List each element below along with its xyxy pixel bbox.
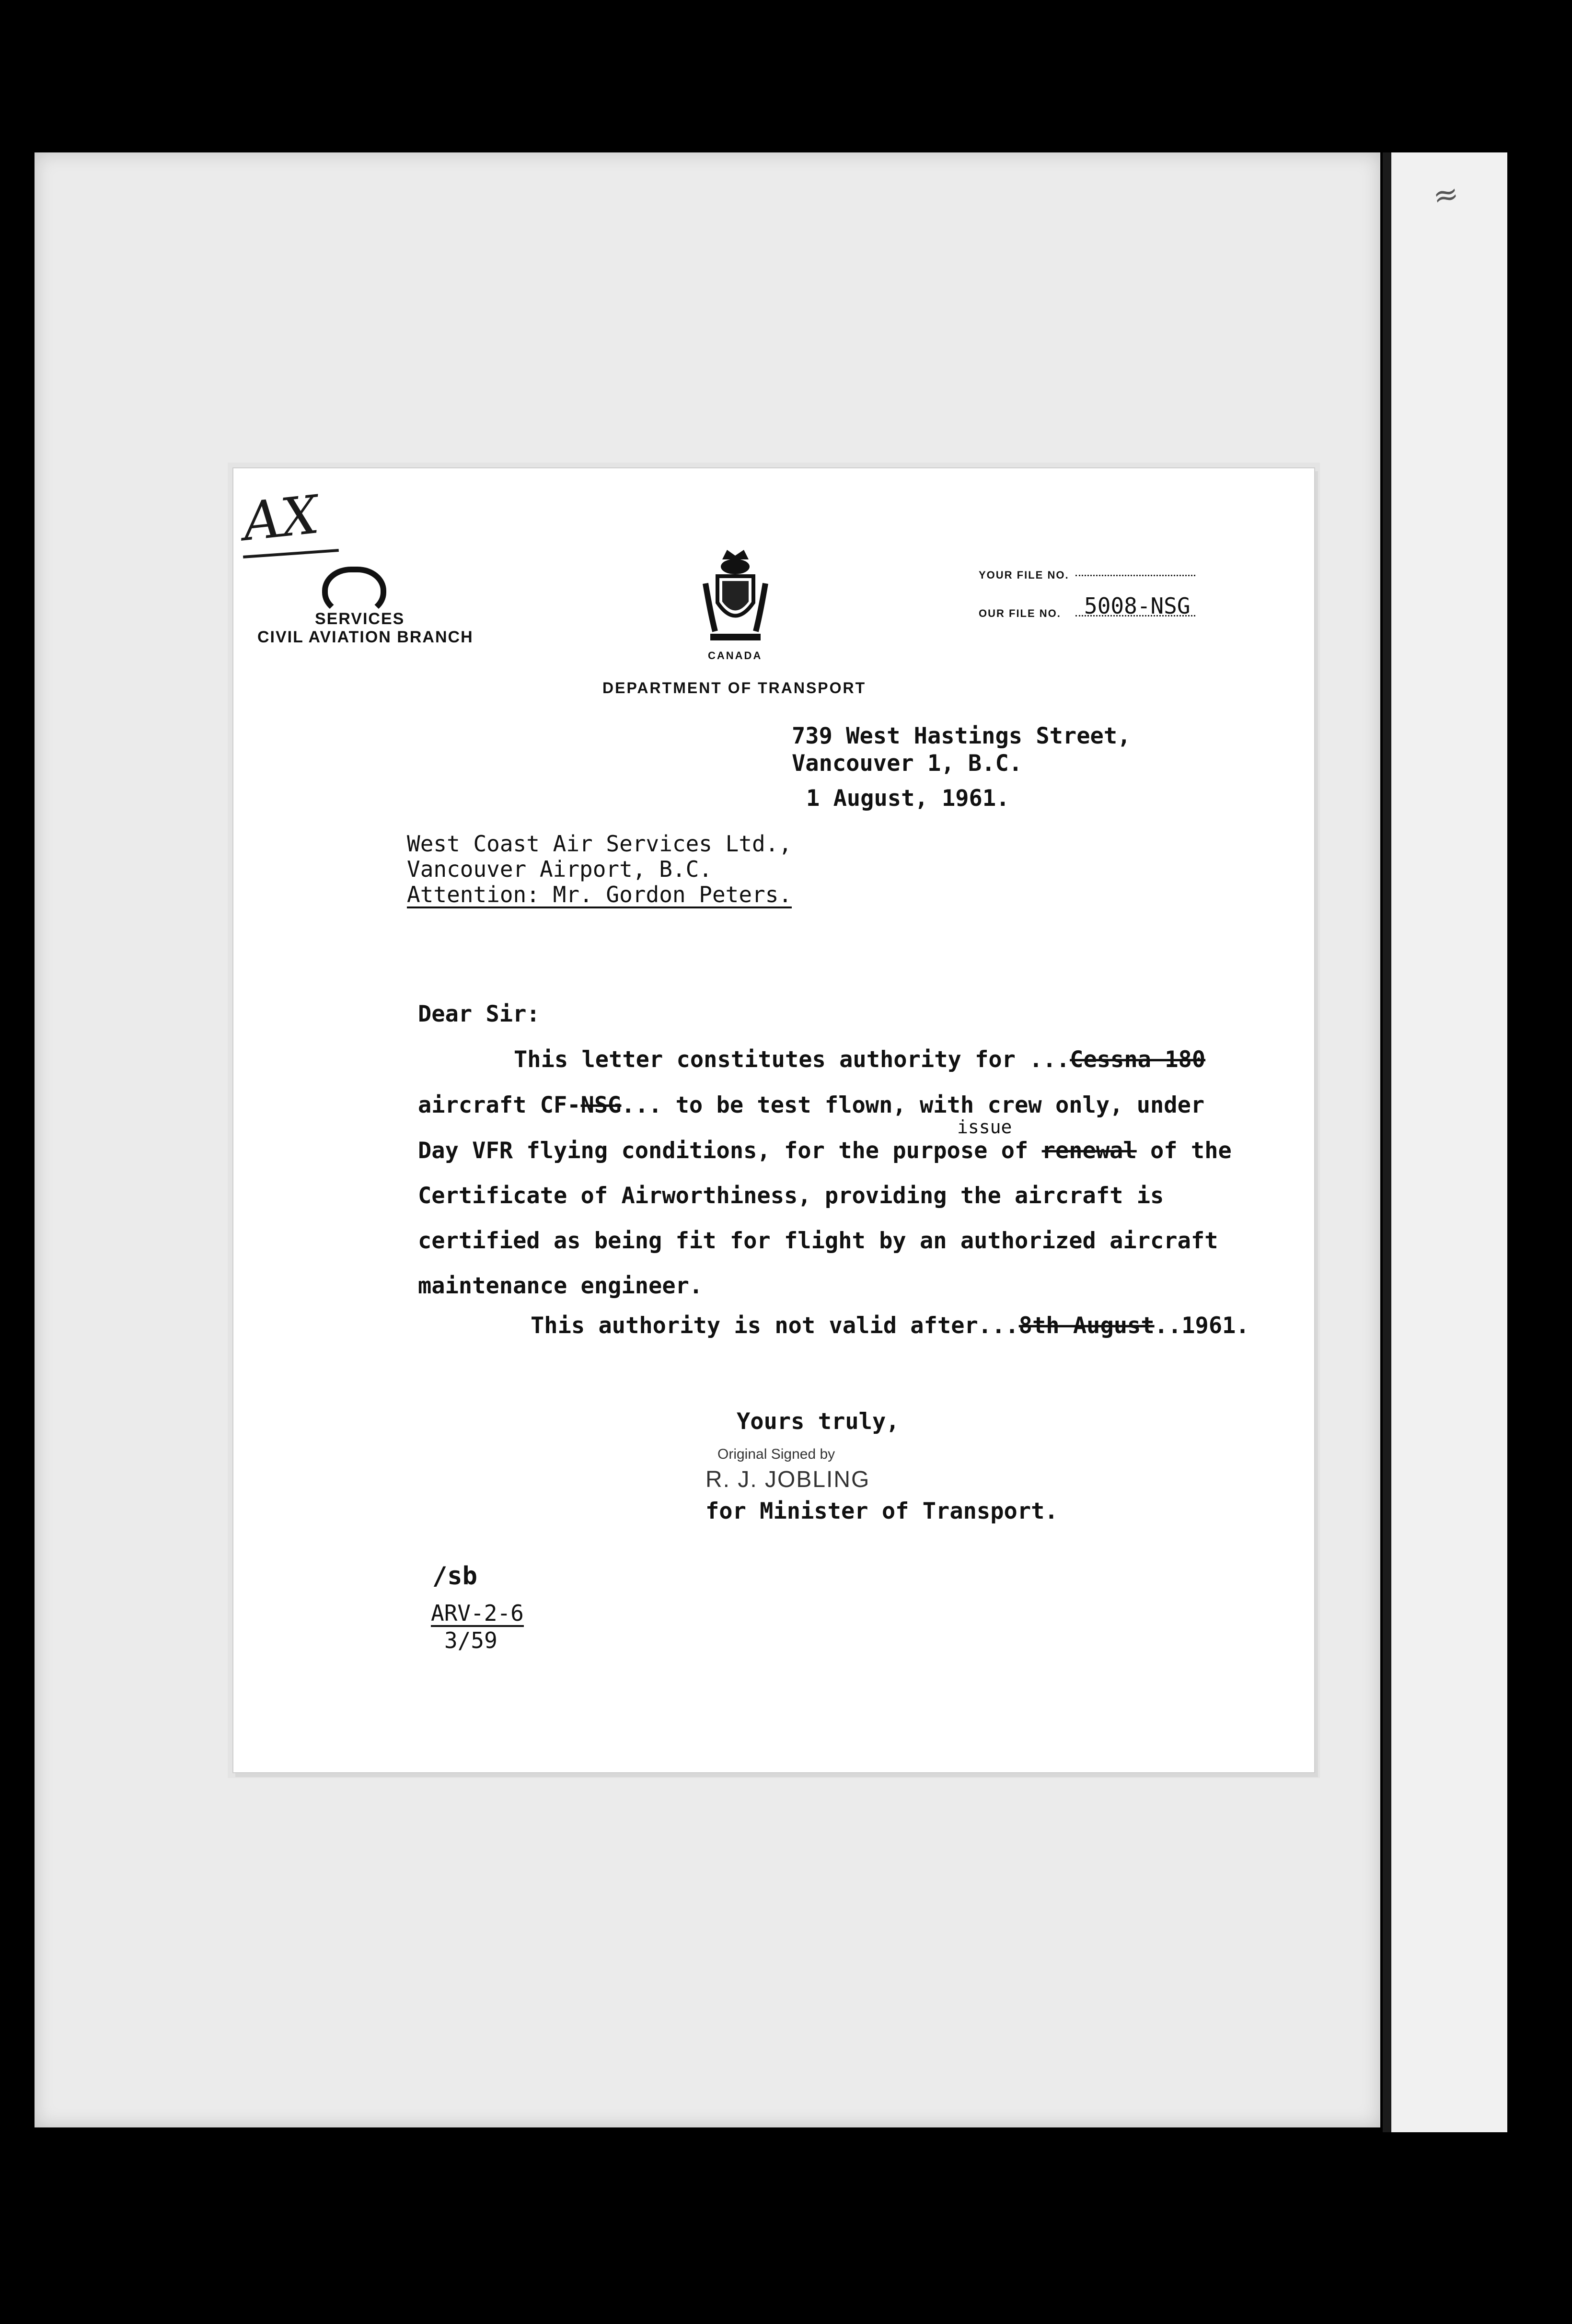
- margin-mark: ≈: [1430, 175, 1462, 215]
- our-file-value: 5008-NSG: [1084, 593, 1191, 619]
- body-line1-text: This letter constitutes authority for ...: [514, 1046, 1070, 1073]
- coat-of-arms-icon: [696, 545, 775, 646]
- branch-line: CIVIL AVIATION BRANCH: [257, 628, 474, 646]
- inserted-word: issue: [957, 1116, 1012, 1138]
- sender-address-line1: 739 West Hastings Street,: [792, 723, 1131, 749]
- struck-word: renewal: [1041, 1138, 1137, 1164]
- validity-line: [531, 1314, 1249, 1337]
- body-line3-text: Day VFR flying conditions, for the purpose of: [418, 1138, 1029, 1164]
- your-file-label: YOUR FILE NO.: [979, 569, 1069, 581]
- services-line: SERVICES: [315, 610, 405, 628]
- sender-address-line2: Vancouver 1, B.C.: [792, 750, 1023, 777]
- aircraft-registration: NSG: [580, 1092, 622, 1118]
- body-line2: [418, 1094, 1204, 1116]
- signer-name: R. J. JOBLING: [705, 1467, 870, 1492]
- recipient-line1: West Coast Air Services Ltd.,: [407, 831, 792, 857]
- your-file-line: [1075, 575, 1195, 576]
- typist-initials: /sb: [432, 1562, 477, 1591]
- body-line6: maintenance engineer.: [418, 1273, 703, 1299]
- form-code: ARV-2-6: [431, 1600, 524, 1626]
- body-line3-rest: of the: [1150, 1138, 1232, 1164]
- validity-year: ..1961.: [1154, 1313, 1249, 1339]
- country-label: CANADA: [708, 650, 763, 662]
- paperclip-icon: [322, 567, 386, 616]
- body-line2-text: aircraft CF-: [418, 1092, 581, 1118]
- original-signed-note: Original Signed by: [717, 1446, 835, 1462]
- letter-page: [232, 467, 1315, 1773]
- our-file-label: OUR FILE NO.: [979, 607, 1061, 619]
- page-edge-shadow: [1383, 152, 1391, 2132]
- body-line1: [514, 1048, 1205, 1071]
- validity-date: 8th August: [1018, 1313, 1155, 1339]
- body-line2-rest: ... to be test flown, with crew only, under: [621, 1092, 1205, 1118]
- handwritten-mark: AX: [240, 484, 322, 553]
- body-line3: [418, 1139, 1232, 1162]
- letter-date: 1 August, 1961.: [806, 785, 1010, 812]
- aircraft-type: Cessna 180: [1070, 1046, 1206, 1073]
- adjacent-page-strip: [1383, 152, 1507, 2132]
- valediction: Yours truly,: [737, 1408, 900, 1435]
- body-line5: certified as being fit for flight by an authorized aircraft: [418, 1228, 1218, 1254]
- validity-text: This authority is not valid after...: [531, 1313, 1019, 1339]
- recipient-attention: Attention: Mr. Gordon Peters.: [407, 882, 792, 907]
- form-date: 3/59: [444, 1627, 497, 1653]
- signer-title: for Minister of Transport.: [705, 1498, 1058, 1524]
- department-name: DEPARTMENT OF TRANSPORT: [602, 679, 867, 697]
- body-line4: Certificate of Airworthiness, providing the aircraft is: [418, 1183, 1164, 1209]
- recipient-line2: Vancouver Airport, B.C.: [407, 856, 712, 882]
- salutation: Dear Sir:: [418, 1001, 540, 1027]
